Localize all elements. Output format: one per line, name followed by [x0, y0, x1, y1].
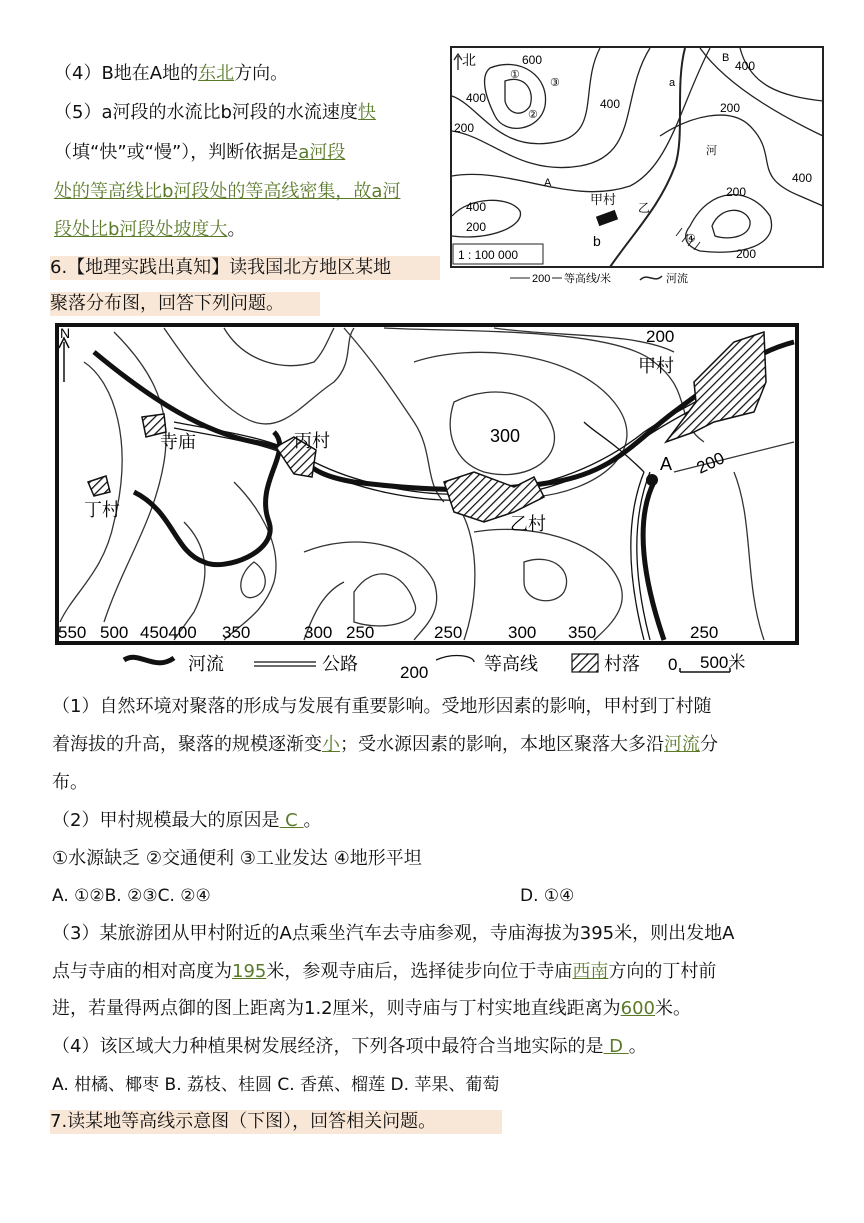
- p1-line1: （1）自然环境对聚落的形成与发展有重要影响。受地形因素的影响，甲村到丁村随: [52, 696, 712, 717]
- answer-blank: 快: [357, 102, 376, 123]
- village-ding-label: 丁村: [84, 500, 120, 520]
- svg-text:550: 550: [58, 623, 87, 642]
- village-jia-label: 甲村: [638, 356, 674, 376]
- q5-part5-line3: 处的等高线比b河段处的等高线密集，故a河: [54, 181, 401, 202]
- q5-part4: （4）B地在A地的东北方向。: [54, 63, 289, 84]
- p4-question: （4）该区域大力种植果树发展经济，下列各项中最符合当地实际的是 D 。: [52, 1036, 647, 1057]
- north-label: 北: [462, 52, 476, 68]
- q6-title-line1: 6.【地理实践出真知】读我国北方地区某地: [50, 256, 440, 280]
- svg-text:250: 250: [346, 623, 375, 642]
- svg-text:250: 250: [690, 623, 719, 642]
- q6-title-line2: 聚落分布图，回答下列问题。: [50, 292, 320, 316]
- contour-map-1: [450, 46, 826, 286]
- svg-text:③: ③: [550, 77, 560, 89]
- svg-text:④: ④: [686, 233, 696, 245]
- p2-choice-d: D. ①④: [520, 886, 575, 906]
- svg-text:400: 400: [466, 91, 487, 105]
- svg-text:A: A: [544, 177, 552, 189]
- svg-text:200: 200: [720, 101, 741, 115]
- point-a-label: A: [660, 454, 673, 474]
- settlement-map: [54, 322, 800, 682]
- p1-line3: 布。: [52, 772, 88, 793]
- q5-part5-line1: （5）a河段的水流比b河段的水流速度快: [54, 102, 376, 123]
- svg-text:250: 250: [434, 623, 463, 642]
- svg-text:河流: 河流: [188, 654, 224, 674]
- svg-text:①: ①: [510, 69, 520, 81]
- p4-choices: A. 柑橘、椰枣 B. 荔枝、桂圆 C. 香蕉、榴莲 D. 苹果、葡萄: [52, 1075, 500, 1095]
- svg-text:400: 400: [735, 59, 756, 73]
- svg-text:400: 400: [600, 97, 621, 111]
- svg-text:400: 400: [792, 171, 813, 185]
- svg-text:乙: 乙: [638, 201, 651, 215]
- svg-text:600: 600: [522, 53, 543, 67]
- svg-text:300: 300: [304, 623, 333, 642]
- q5-part5-line2: （填“快”或“慢”），判断依据是a河段: [54, 142, 346, 163]
- p1-line2: 着海拔的升高，聚落的规模逐渐变小；受水源因素的影响，本地区聚落大多沿河流分: [52, 734, 718, 755]
- svg-text:等高线/米: 等高线/米: [564, 273, 612, 285]
- north-label: N: [60, 325, 71, 341]
- svg-text:350: 350: [568, 623, 597, 642]
- svg-text:村落: 村落: [604, 654, 640, 674]
- p2-choices: A. ①②B. ②③C. ②④: [52, 886, 211, 906]
- temple-label: 寺庙: [160, 432, 196, 452]
- svg-text:200: 200: [400, 663, 429, 682]
- svg-text:公路: 公路: [322, 654, 358, 674]
- svg-text:500: 500: [100, 623, 129, 642]
- q5-part5-line4: 段处比b河段处坡度大。: [54, 219, 246, 240]
- svg-text:0: 0: [668, 655, 678, 674]
- svg-text:b: b: [593, 233, 601, 249]
- scale-label: 1 : 100 000: [458, 248, 519, 262]
- svg-text:200: 200: [693, 448, 728, 478]
- svg-text:河流: 河流: [666, 273, 688, 285]
- svg-text:甲村: 甲村: [590, 192, 617, 207]
- svg-text:350: 350: [222, 623, 251, 642]
- p3-line2: 点与寺庙的相对高度为195米，参观寺庙后，选择徒步向位于寺庙西南方向的丁村前: [52, 961, 717, 982]
- svg-text:200: 200: [454, 121, 475, 135]
- village-bing-label: 丙村: [294, 431, 330, 451]
- svg-text:a: a: [669, 77, 676, 89]
- svg-text:200: 200: [532, 273, 551, 285]
- svg-text:500米: 500米: [700, 653, 746, 672]
- svg-text:河: 河: [706, 145, 717, 157]
- svg-text:300: 300: [490, 426, 521, 446]
- svg-text:200: 200: [726, 185, 747, 199]
- village-yi-label: 乙村: [510, 514, 546, 534]
- p2-question: （2）甲村规模最大的原因是 C 。: [52, 810, 322, 831]
- svg-text:200: 200: [466, 220, 487, 234]
- p3-line1: （3）某旅游团从甲村附近的A点乘坐汽车去寺庙参观，寺庙海拔为395米，则出发地A: [52, 923, 735, 944]
- answer-blank: 东北: [198, 63, 235, 84]
- svg-text:200: 200: [736, 247, 757, 261]
- svg-text:等高线: 等高线: [484, 654, 538, 674]
- p3-line3: 进，若量得两点御的图上距离为1.2厘米，则寺庙与丁村实地直线距离为600米。: [52, 998, 691, 1019]
- svg-text:300: 300: [508, 623, 537, 642]
- svg-text:B: B: [722, 52, 730, 64]
- svg-text:450400: 450400: [140, 623, 197, 642]
- svg-text:400: 400: [466, 200, 487, 214]
- svg-text:200: 200: [646, 327, 675, 346]
- q7-title: 7.读某地等高线示意图（下图），回答相关问题。: [50, 1110, 502, 1134]
- p2-options: ①水源缺乏 ②交通便利 ③工业发达 ④地形平坦: [52, 848, 422, 869]
- svg-text:②: ②: [528, 109, 538, 121]
- answer-blank: a河段: [298, 142, 346, 163]
